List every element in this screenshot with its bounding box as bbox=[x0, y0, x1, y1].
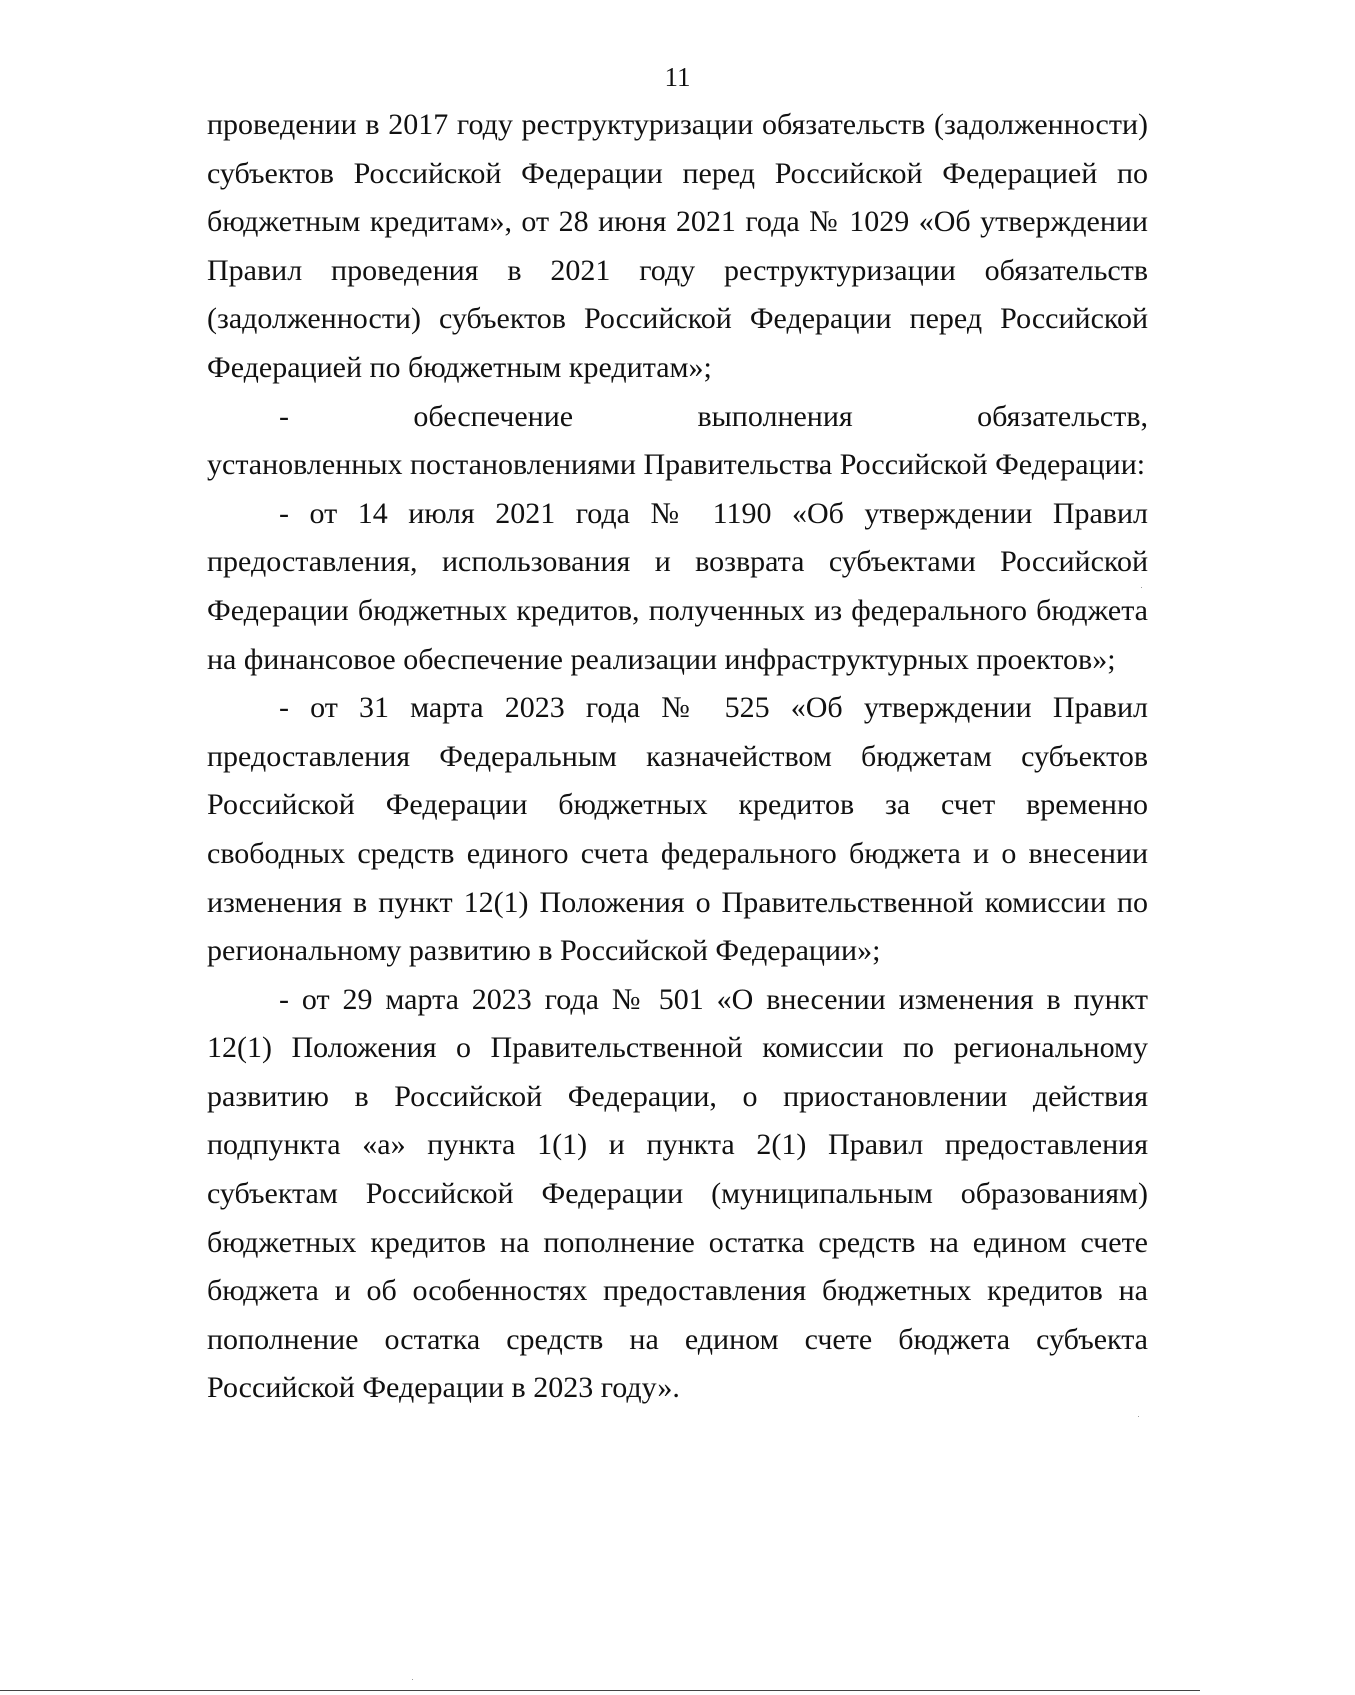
scan-edge-line bbox=[0, 1690, 1200, 1691]
paragraph-obligations-heading: - обеспечение выполнения обязательств, установленных постановлениями Правительства Российской Федерации: bbox=[207, 399, 1208, 482]
scan-speck bbox=[1141, 587, 1142, 588]
paragraph-resolution-525: - от 31 марта 2023 года № 525 «Об утверждении Правил предоставления Федеральным казначейством бюджетам субъектов Российской Федерации бюджетных кредитов за счет временно свободных средств единого счета федерального бюджета и о внесении изменения в пункт 12(1) Положения о Правительственной комиссии по региональному развитию в Российской Федерации»; bbox=[207, 691, 1148, 968]
scan-speck bbox=[412, 1679, 413, 1680]
paragraph-restructuring-rules: проведении в 2017 году реструктуризации обязательств (задолженности) субъектов Российской Федерации перед Российской Федерацией по бюджетным кредитам», от 28 июня 2021 года № 1029 «Об утверждении Правил проведения в 2021 году реструктуризации обязательств (задолженности) субъектов Российской Федерации перед Российской Федерацией по бюджетным кредитам»; bbox=[207, 108, 1148, 384]
body-text bbox=[207, 101, 1208, 1413]
paragraph-resolution-1190: - от 14 июля 2021 года № 1190 «Об утверждении Правил предоставления, использования и возврата субъектами Российской Федерации бюджетных кредитов, полученных из федерального бюджета на финансовое обеспечение реализации инфраструктурных проектов»; bbox=[207, 496, 1148, 676]
paragraph-resolution-501: - от 29 марта 2023 года № 501 «О внесении изменения в пункт 12(1) Положения о Правительственной комиссии по региональному развитию в Российской Федерации, о приостановлении действия подпункта «а» пункта 1(1) и пункта 2(1) Правил предоставления субъектам Российской Федерации (муниципальным образованиям) бюджетных кредитов на пополнение остатка средств на едином счете бюджета и об особенностях предоставления бюджетных кредитов на пополнение остатка средств на едином счете бюджета субъекта Российской Федерации в 2023 году». bbox=[207, 982, 1148, 1405]
scan-speck bbox=[1138, 1416, 1139, 1417]
page-number: 11 bbox=[664, 62, 691, 92]
